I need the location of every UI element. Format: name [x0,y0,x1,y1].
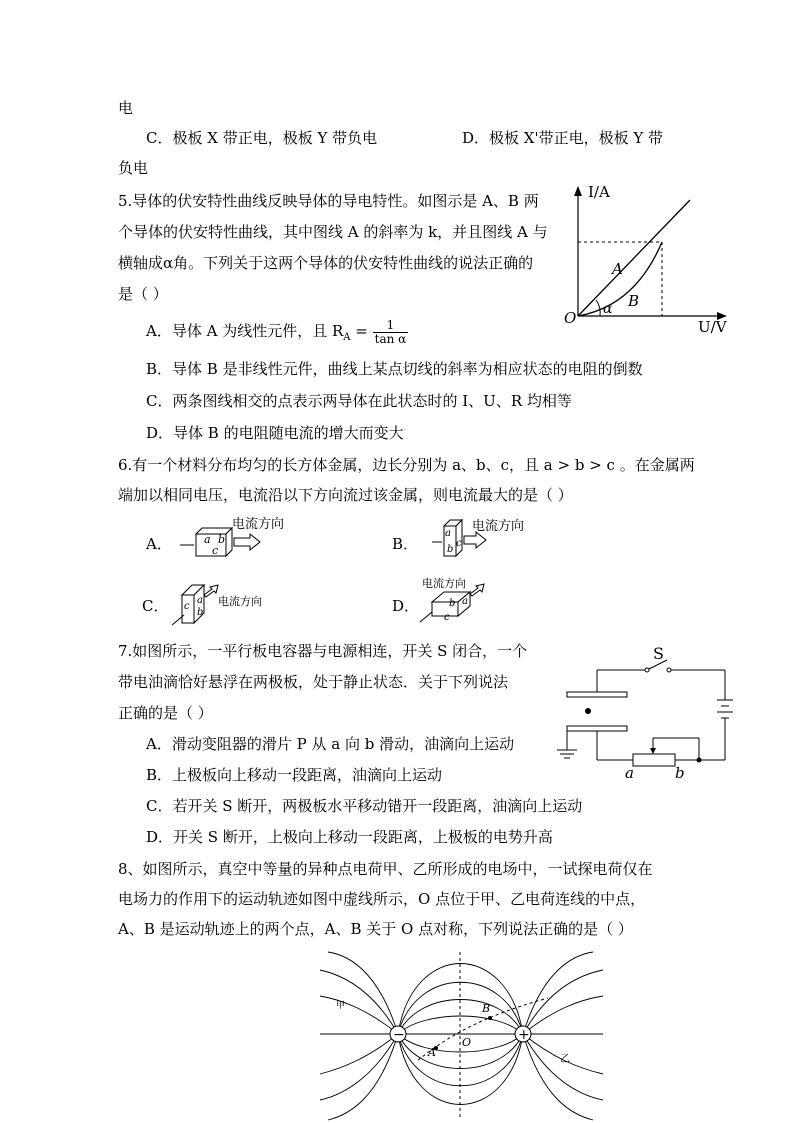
q7-option-b: B．上极板向上移动一段距离，油滴向上运动 [146,766,443,784]
q7-stem-1: 7.如图所示，一平行板电容器与电源相连，开关 S 闭合，一个 [118,642,528,660]
svg-text:A: A [428,1046,436,1059]
current-direction-label: 电流方向 [422,577,466,590]
negative-charge-sign: − [393,1027,405,1043]
y-axis-label: I/A [588,183,610,201]
q6-stem-1: 6.有一个材料分布均匀的长方体金属，边长分别为 a、b、c，且 a > b > c 。在金属两 [118,456,695,474]
charge-jia-label: 甲 [336,1001,346,1011]
line-continuation-2: 负电 [118,159,149,177]
q6-figure-c [170,575,280,630]
svg-text:c: c [456,538,462,549]
switch-label: S [653,644,664,663]
svg-text:B: B [482,1002,491,1015]
svg-text:c: c [212,544,219,557]
q5-option-a: A．导体 A 为线性元件，且 $R_A$ = $\frac{1}{\text{tan α}}$ [146,317,407,346]
dipole-field-figure [318,950,608,1122]
svg-text:c: c [184,601,190,612]
q7-option-d: D．开关 S 断开，上极向上移动一段距离，上极板的电势升高 [146,828,553,846]
q7-stem-3: 正确的是（ ） [118,704,213,722]
line-continuation: 电 [118,99,134,117]
svg-text:b: b [675,764,685,782]
option-d-prev: D．极板 X'带正电，极板 Y 带 [462,129,664,147]
angle-label: α [603,301,613,317]
q5-option-b: B．导体 B 是非线性元件，曲线上某点切线的斜率为相应状态的电阻的倒数 [146,360,643,378]
q5-option-c: C．两条图线相交的点表示两导体在此状态时的 I、U、R 均相等 [146,392,572,410]
svg-text:O: O [462,1036,472,1049]
charge-yi-label: 乙 [560,1054,570,1065]
q5-option-d: D．导体 B 的电阻随电流的增大而变大 [146,424,404,442]
q8-stem-2: 电场力的作用下的运动轨迹如图中虚线所示，O 点位于甲、乙电荷连线的中点， [118,890,646,908]
svg-text:a: a [204,533,211,546]
curve-a-label: A [612,260,623,278]
q6-figure-b [430,512,570,562]
current-direction-label: 电流方向 [232,517,285,532]
svg-text:b: b [447,544,454,555]
q5-stem-3: 横轴成α角。下列关于这两个导体的伏安特性曲线的说法正确的 [118,254,534,272]
curve-b-label: B [628,292,640,310]
positive-charge-sign: + [518,1027,530,1043]
svg-text:a: a [445,528,451,539]
origin-label: O [564,309,577,327]
svg-text:b: b [197,607,204,618]
q6-label-d: D． [392,597,420,615]
x-axis-label: U/V [698,318,727,336]
q8-stem-3: A、B 是运动轨迹上的两个点，A、B 关于 O 点对称，下列说法正确的是（ ） [118,920,633,938]
current-direction-label: 电流方向 [472,519,525,534]
q6-label-b: B． [392,535,419,553]
q6-label-a: A． [146,535,172,553]
q5-stem-4: 是（ ） [118,285,168,303]
q6-figure-a [176,512,306,562]
q7-option-c: C．若开关 S 断开，两极板水平移动错开一段距离，油滴向上运动 [146,797,583,815]
q6-figure-d [418,572,538,627]
svg-text:c: c [444,612,450,623]
svg-text:a: a [462,596,468,607]
q6-stem-2: 端加以相同电压，电流沿以下方向流过该金属，则电流最大的是（ ） [118,486,573,504]
iv-curve-figure [560,180,735,340]
q7-option-a: A．滑动变阻器的滑片 P 从 a 向 b 滑动，油滴向上运动 [146,735,515,753]
svg-text:a: a [625,764,634,782]
q6-label-c: C． [142,597,169,615]
svg-text:b: b [449,598,456,609]
current-direction-label: 电流方向 [218,595,262,608]
svg-text:a: a [197,595,203,606]
q5-stem-2: 个导体的伏安特性曲线，其中图线 A 的斜率为 k，并且图线 A 与 [118,223,548,241]
q7-stem-2: 带电油滴恰好悬浮在两极板，处于静止状态．关于下列说法 [118,673,509,691]
q5-stem-1: 5.导体的伏安特性曲线反映导体的导电特性。如图示是 A、B 两 [118,192,539,210]
q8-stem-1: 8、如图所示，真空中等量的异种点电荷甲、乙所形成的电场中，一试探电荷仅在 [118,860,653,878]
svg-text:b: b [218,533,226,546]
capacitor-circuit-figure [555,642,755,782]
option-c-prev: C．极板 X 带正电，极板 Y 带负电 [146,129,378,147]
